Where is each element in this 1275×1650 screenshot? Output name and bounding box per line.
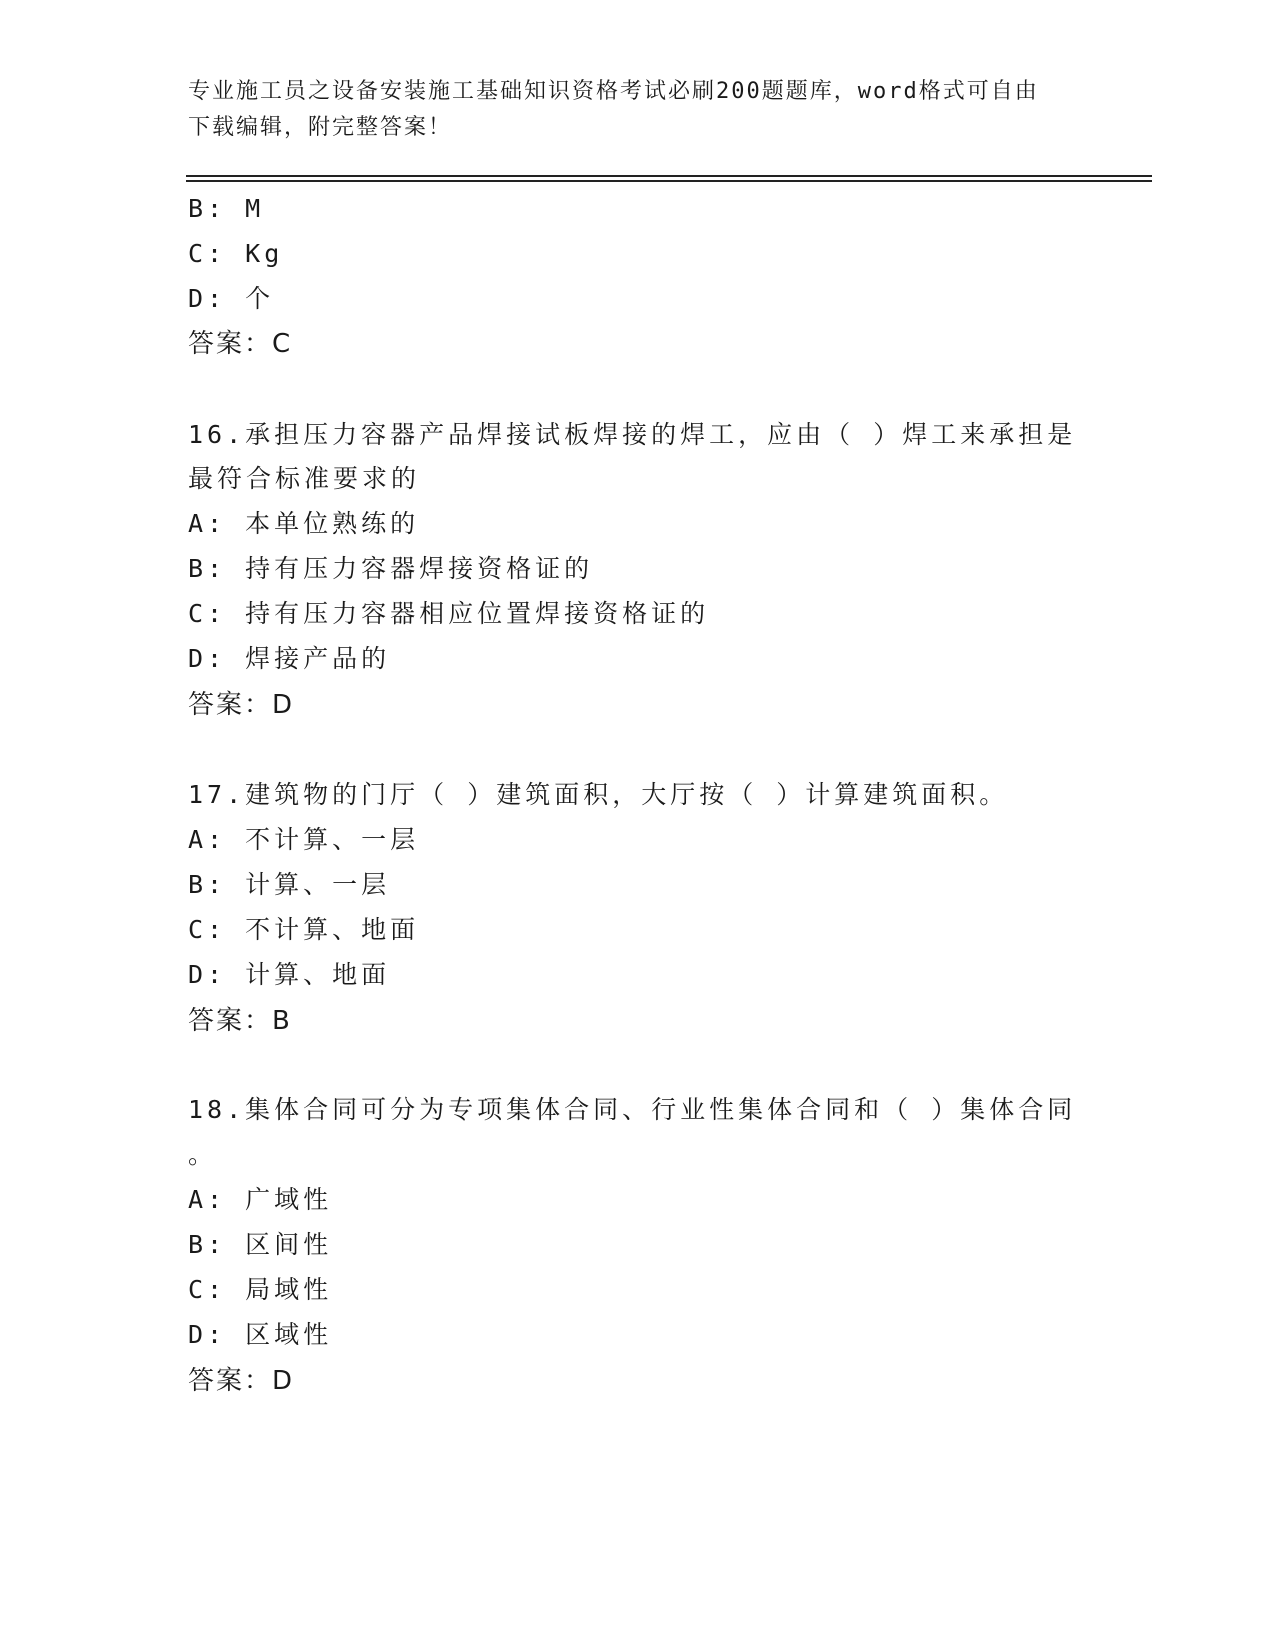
q18-option-a: A: 广域性 bbox=[188, 1185, 333, 1214]
q16-option-a: A: 本单位熟练的 bbox=[188, 509, 420, 538]
q16-stem-line-1: 16.承担压力容器产品焊接试板焊接的焊工，应由（ ）焊工来承担是 bbox=[188, 420, 1077, 449]
q18-answer: 答案：D bbox=[188, 1366, 295, 1396]
q18-option-b: B: 区间性 bbox=[188, 1230, 333, 1259]
q17-option-d: D: 计算、地面 bbox=[188, 960, 391, 989]
q18-stem-line-2: 。 bbox=[188, 1140, 218, 1169]
q15-option-c: C: Kg bbox=[188, 239, 284, 268]
header-rule-top bbox=[186, 175, 1152, 177]
q17-option-a: A: 不计算、一层 bbox=[188, 825, 420, 854]
q16-option-b: B: 持有压力容器焊接资格证的 bbox=[188, 554, 594, 583]
q17-option-c: C: 不计算、地面 bbox=[188, 915, 420, 944]
header-line-1: 专业施工员之设备安装施工基础知识资格考试必刷200题题库，word格式可自由 bbox=[188, 79, 1039, 104]
q17-option-b: B: 计算、一层 bbox=[188, 870, 391, 899]
q18-option-d: D: 区域性 bbox=[188, 1320, 333, 1349]
q17-stem-line-1: 17.建筑物的门厅（ ）建筑面积，大厅按（ ）计算建筑面积。 bbox=[188, 780, 1009, 809]
q16-answer: 答案：D bbox=[188, 690, 295, 720]
q18-option-c: C: 局域性 bbox=[188, 1275, 333, 1304]
q16-option-d: D: 焊接产品的 bbox=[188, 644, 391, 673]
q15-answer: 答案：C bbox=[188, 329, 293, 359]
q15-option-d: D: 个 bbox=[188, 284, 275, 313]
q18-stem-line-1: 18.集体合同可分为专项集体合同、行业性集体合同和（ ）集体合同 bbox=[188, 1095, 1077, 1124]
document-header bbox=[188, 74, 1068, 146]
q16-stem-line-2: 最符合标准要求的 bbox=[188, 464, 421, 493]
header-rule-bottom bbox=[186, 180, 1152, 182]
header-line-2: 下载编辑，附完整答案！ bbox=[188, 115, 453, 140]
q15-option-b: B: M bbox=[188, 194, 265, 223]
q17-answer: 答案：B bbox=[188, 1006, 292, 1036]
q16-option-c: C: 持有压力容器相应位置焊接资格证的 bbox=[188, 599, 710, 628]
